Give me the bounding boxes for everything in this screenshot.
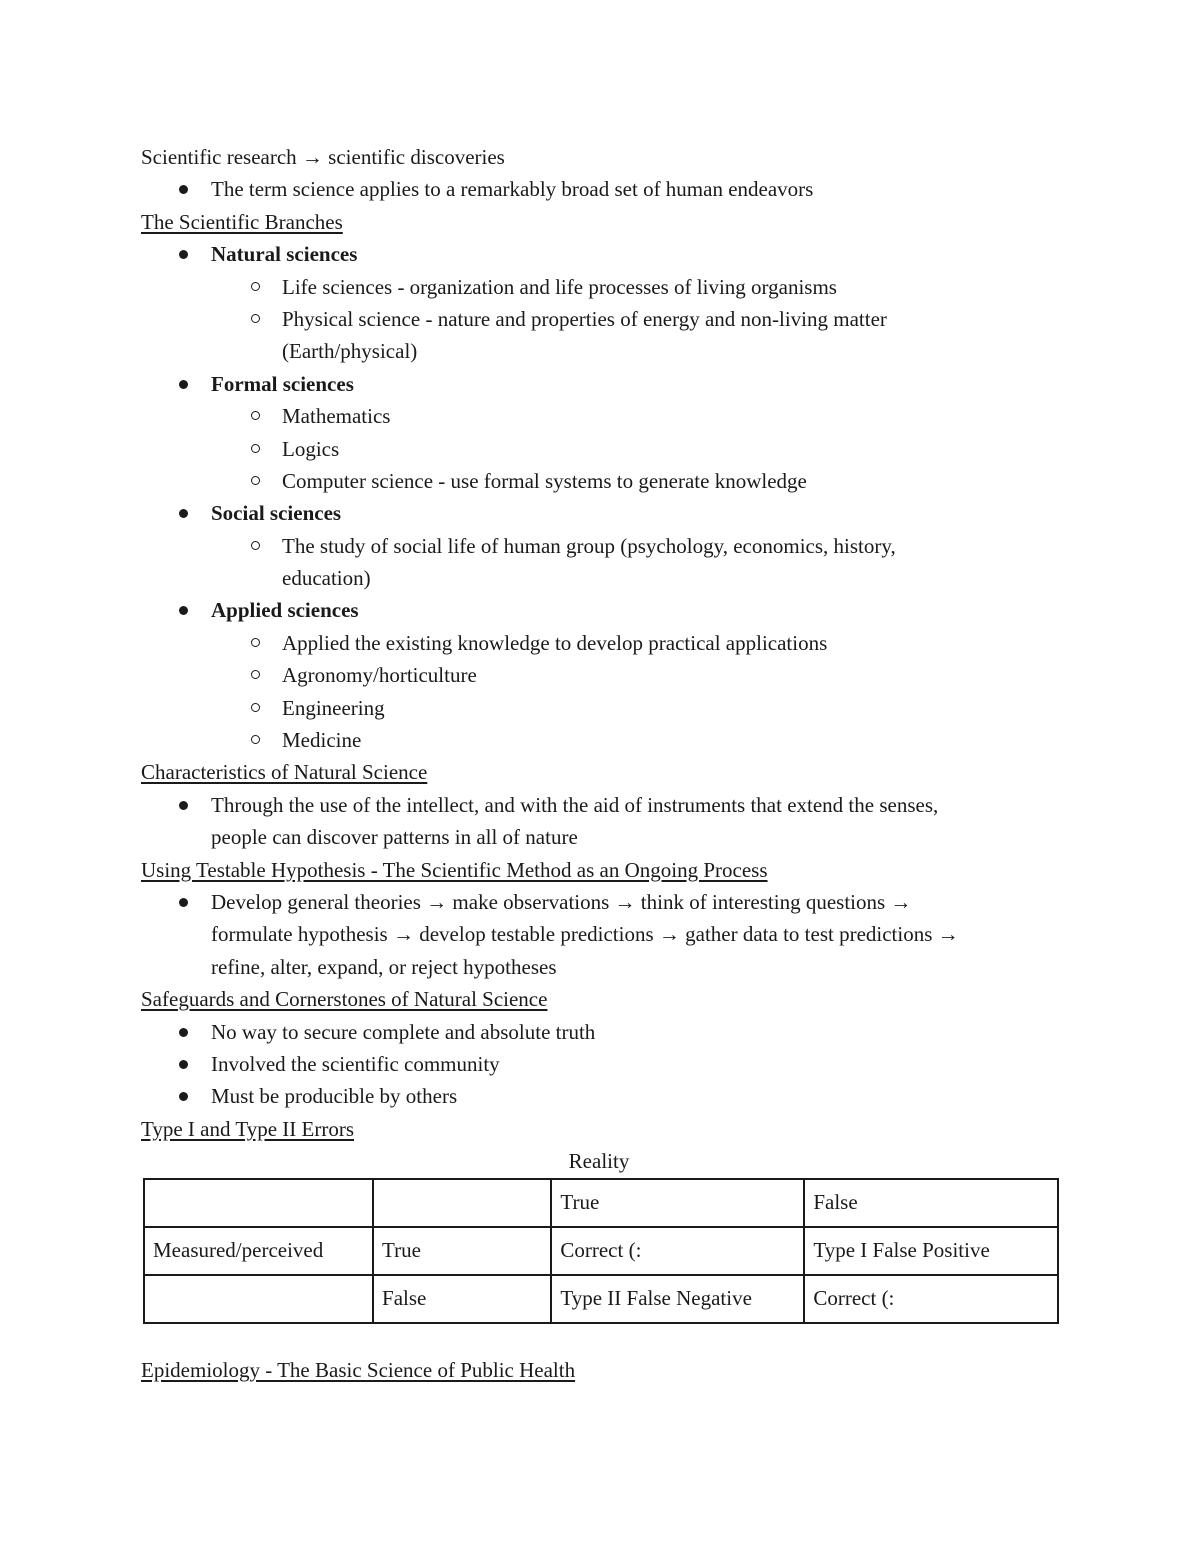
formal-subitem: Mathematics — [141, 400, 1061, 432]
safeguards-item: Must be producible by others — [141, 1080, 1061, 1112]
bullet-dot-icon — [179, 1028, 188, 1037]
document-page — [141, 141, 1061, 1386]
table-cell: Measured/perceived — [144, 1227, 373, 1275]
bullet-dot-icon — [179, 898, 188, 907]
intro-line: Scientific research → scientific discoveries — [141, 145, 505, 169]
applied-sciences-item: Applied sciences — [141, 594, 1061, 626]
table-row — [144, 1179, 1058, 1227]
table-cell: Correct (: — [804, 1275, 1058, 1323]
table-cell: True — [551, 1179, 804, 1227]
intro-bullet: The term science applies to a remarkably broad set of human endeavors — [141, 173, 1061, 205]
bullet-circle-icon — [251, 638, 260, 647]
bullet-dot-icon — [179, 801, 188, 810]
bullet-circle-icon — [251, 703, 260, 712]
bullet-circle-icon — [251, 670, 260, 679]
table-cell — [373, 1179, 551, 1227]
safeguards-item: No way to secure complete and absolute truth — [141, 1016, 1061, 1048]
natural-subitem-continuation: (Earth/physical) — [282, 339, 418, 364]
safeguards-heading: Safeguards and Cornerstones of Natural Science — [141, 987, 548, 1012]
errors-heading: Type I and Type II Errors — [141, 1116, 355, 1141]
table-cell: False — [373, 1275, 551, 1323]
bullet-circle-icon — [251, 314, 260, 323]
bullet-circle-icon — [251, 444, 260, 453]
hypothesis-item: Develop general theories → make observations → think of interesting questions → — [141, 886, 1061, 918]
table-cell: True — [373, 1227, 551, 1275]
hypothesis-item-continuation: refine, alter, expand, or reject hypotheses — [211, 954, 557, 979]
bullet-circle-icon — [251, 541, 260, 550]
epidemiology-heading: Epidemiology - The Basic Science of Public Health — [141, 1357, 576, 1382]
bullet-dot-icon — [179, 185, 188, 194]
bullet-dot-icon — [179, 1060, 188, 1069]
bullet-circle-icon — [251, 411, 260, 420]
applied-subitem: Applied the existing knowledge to develop practical applications — [141, 627, 1061, 659]
formal-sciences-item: Formal sciences — [141, 368, 1061, 400]
bullet-dot-icon — [179, 606, 188, 615]
table-cell: Type I False Positive — [804, 1227, 1058, 1275]
social-subitem: The study of social life of human group (psychology, economics, history, — [141, 530, 1061, 562]
hypothesis-heading: Using Testable Hypothesis - The Scientific Method as an Ongoing Process — [141, 857, 768, 882]
bullet-circle-icon — [251, 476, 260, 485]
characteristics-item-continuation: people can discover patterns in all of nature — [211, 825, 578, 850]
formal-subitem: Logics — [141, 433, 1061, 465]
social-sciences-item: Social sciences — [141, 497, 1061, 529]
table-cell: False — [804, 1179, 1058, 1227]
natural-subitem: Life sciences - organization and life processes of living organisms — [141, 271, 1061, 303]
applied-subitem: Medicine — [141, 724, 1061, 756]
branches-heading: The Scientific Branches — [141, 209, 343, 234]
characteristics-heading: Characteristics of Natural Science — [141, 760, 428, 785]
errors-table-caption: Reality — [568, 1149, 630, 1174]
characteristics-item: Through the use of the intellect, and with the aid of instruments that extend the senses, — [141, 789, 1061, 821]
bullet-dot-icon — [179, 509, 188, 518]
table-cell — [144, 1179, 373, 1227]
table-cell: Type II False Negative — [551, 1275, 804, 1323]
table-row — [144, 1275, 1058, 1323]
bullet-dot-icon — [179, 1092, 188, 1101]
social-subitem-continuation: education) — [282, 566, 371, 591]
table-row — [144, 1227, 1058, 1275]
applied-subitem: Agronomy/horticulture — [141, 659, 1061, 691]
table-cell — [144, 1275, 373, 1323]
errors-table — [143, 1178, 1059, 1324]
bullet-dot-icon — [179, 250, 188, 259]
bullet-dot-icon — [179, 380, 188, 389]
safeguards-item: Involved the scientific community — [141, 1048, 1061, 1080]
bullet-circle-icon — [251, 282, 260, 291]
bullet-circle-icon — [251, 735, 260, 744]
table-cell: Correct (: — [551, 1227, 804, 1275]
natural-sciences-item: Natural sciences — [141, 238, 1061, 270]
natural-subitem: Physical science - nature and properties of energy and non-living matter — [141, 303, 1061, 335]
hypothesis-item-continuation: formulate hypothesis → develop testable predictions → gather data to test predictions → — [211, 922, 959, 947]
formal-subitem: Computer science - use formal systems to generate knowledge — [141, 465, 1061, 497]
applied-subitem: Engineering — [141, 692, 1061, 724]
